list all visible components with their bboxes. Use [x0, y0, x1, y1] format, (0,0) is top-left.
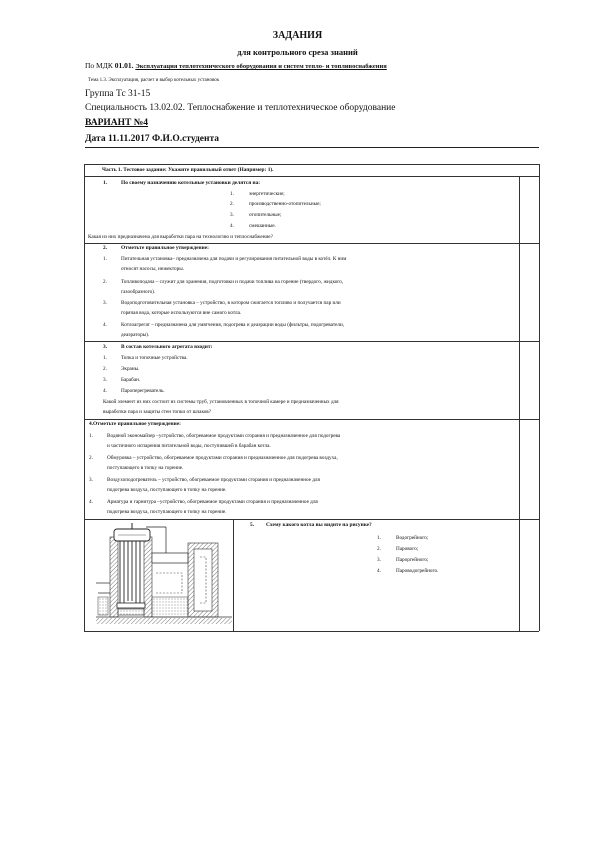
answer-column-divider	[519, 176, 520, 631]
option-number: 4.	[103, 322, 107, 328]
option-number: 1.	[377, 535, 381, 541]
question-text: Схему какого котла вы видите на рисунке?	[266, 522, 372, 528]
option-text: Пароргейного;	[396, 557, 429, 563]
question-text: 4.Отметьте правильное утверждение:	[89, 421, 181, 427]
table-row-divider	[84, 341, 539, 342]
option-number: 2.	[89, 455, 93, 461]
table-row-divider	[84, 243, 539, 244]
mdk-line	[85, 61, 387, 70]
option-text: газообразного).	[121, 289, 156, 295]
question-number: 3.	[103, 344, 108, 350]
option-text: горячая вода, которые используются вне самого котла.	[121, 310, 242, 316]
page-title: ЗАДАНИЯ	[272, 30, 323, 41]
option-number: 4.	[103, 388, 107, 394]
page-subtitle: для контрольного среза знаний	[237, 47, 358, 57]
table-row-divider	[84, 419, 539, 420]
question-followup: Какая из них предназначена для выработки пара на технологию и теплоснабжение?	[88, 234, 273, 240]
option-text: Водогрейного;	[396, 535, 429, 541]
question-followup: Какой элемент из них состоит из системы труб, установленных в топочной камере и предназначенных для	[103, 399, 339, 405]
option-text: Воздухоподогреватель – устройство, обогреваемое продуктами сгорания и предназначенное для	[107, 477, 320, 483]
specialty-line: Специальность 13.02.02. Теплоснабжение и теплотехническое оборудование	[85, 103, 396, 113]
question-followup: выработки пара и защиты стен топки от шлаков?	[103, 409, 212, 415]
question-number: 2.	[103, 245, 108, 251]
option-number: 3.	[103, 377, 107, 383]
option-number: 3.	[103, 300, 107, 306]
mdk-prefix: По МДК	[85, 61, 113, 70]
option-text: Котлоагрегат – предназначена для умягчения, подогрева и деаэрации воды (фильтры, подогреватели,	[121, 322, 345, 328]
option-text: смешанные.	[249, 223, 276, 229]
table-border-bottom	[84, 631, 539, 632]
group-line: Группа Тс 31-15	[85, 89, 151, 99]
student-name-underline	[85, 147, 539, 148]
theme-line: Тема 1.3. Эксплуатация, расчет и выбор котельных установок	[88, 78, 220, 83]
option-number: 2.	[103, 366, 107, 372]
option-number: 1.	[230, 191, 234, 197]
table-border-right	[539, 164, 540, 631]
option-text: Обмуровка – устройство, обогреваемое продуктами сгорания и предназначенное для подогрева воздуха,	[107, 455, 338, 461]
figure-column-divider	[233, 519, 234, 631]
option-number: 4.	[377, 568, 381, 574]
option-text: подогрева воздуха, поступающего в топку на горение.	[107, 509, 227, 515]
option-number: 4.	[89, 499, 93, 505]
option-text: Топливоподача – служит для хранения, подготовки и подачи топлива на горение (твердого, жидкого,	[121, 279, 344, 285]
option-text: относят насосы, инжекторы.	[121, 266, 185, 272]
option-text: Арматура и гарнитура –устройство, обогреваемое продуктами сгорания и предназначенное для	[107, 499, 318, 505]
boiler-scheme-icon	[96, 523, 232, 626]
question-number: 5.	[250, 522, 255, 528]
option-text: Топка и топочные устройства.	[121, 355, 188, 361]
option-number: 2.	[377, 546, 381, 552]
option-text: Парового;	[396, 546, 419, 552]
option-text: энергетические;	[249, 191, 285, 197]
question-text: Отметьте правильное утверждение:	[121, 245, 209, 251]
option-number: 1.	[103, 256, 107, 262]
option-number: 1.	[89, 433, 93, 439]
option-text: деаэраторы).	[121, 332, 150, 338]
option-text: Питательная установка– предназначена для подачи и регулирования питательной воды в котёл. К ним	[121, 256, 347, 262]
table-border-top	[84, 164, 539, 165]
variant-label: ВАРИАНТ №4	[85, 118, 149, 128]
part1-heading: Часть 1. Тестовое задание: Укажите правильный ответ (Например: 1).	[102, 167, 274, 173]
table-row-divider	[84, 176, 539, 177]
option-text: Экраны.	[121, 366, 140, 372]
option-number: 3.	[89, 477, 93, 483]
question-text: В состав котельного агрегата входит:	[121, 344, 213, 350]
date-student-line: Дата 11.11.2017 Ф.И.О.студента	[85, 134, 220, 144]
option-text: Пароводогрейного.	[396, 568, 439, 574]
option-text: поступающего в топку на горение.	[107, 465, 184, 471]
table-border-left	[84, 164, 85, 631]
option-number: 2.	[103, 279, 107, 285]
option-text: и частичного испарения питательной воды, поступившей в барабан котла.	[107, 443, 271, 449]
table-row-divider	[84, 519, 539, 520]
option-number: 4.	[230, 223, 234, 229]
option-text: отопительные;	[249, 212, 282, 218]
mdk-code: 01.01.	[114, 61, 134, 70]
option-text: Барабан.	[121, 377, 141, 383]
option-text: подогрева воздуха, поступающего в топку на горение.	[107, 487, 227, 493]
option-text: Пароперегреватель.	[121, 388, 165, 394]
question-text: По своему назначению котельные установки делятся на:	[121, 180, 261, 186]
option-number: 3.	[377, 557, 381, 563]
option-text: Водяной экономайзер –устройство, обогреваемое продуктами сгорания и предназначенное для подогрева	[107, 433, 341, 439]
option-number: 1.	[103, 355, 107, 361]
mdk-name: Эксплуатация теплотехнического оборудования и систем тепло- и топливоснабжения	[135, 63, 387, 70]
option-text: Водоподготовительная установка – устройство, в котором сжигается топливо и получается пар или	[121, 300, 341, 306]
question-number: 1.	[103, 180, 108, 186]
option-text: производственно-отопительные;	[249, 201, 321, 207]
option-number: 2.	[230, 201, 234, 207]
option-number: 3.	[230, 212, 234, 218]
